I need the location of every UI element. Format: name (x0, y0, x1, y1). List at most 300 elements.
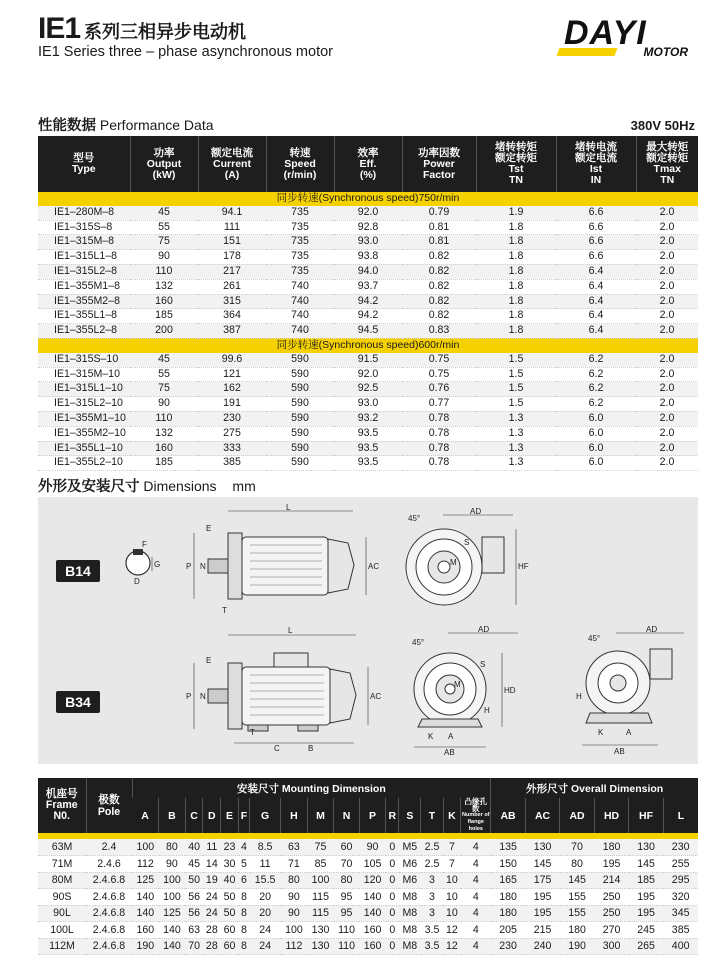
table-cell: 315 (198, 294, 266, 309)
table-cell: 105 (359, 856, 386, 873)
table-cell: 4 (461, 938, 491, 955)
logo-text: DAYI (564, 14, 647, 52)
table-cell: 160 (359, 922, 386, 939)
table-cell: 92.5 (334, 382, 402, 397)
table-cell: 90 (281, 889, 308, 906)
table-cell: 195 (525, 905, 560, 922)
table-cell: IE1–355L1–10 (38, 441, 130, 456)
b14-side-view (178, 505, 378, 617)
table-cell: 100 (159, 872, 186, 889)
table-cell: 90 (159, 856, 186, 873)
perf-col-header: 功率 Output (kW) (130, 136, 198, 192)
table-cell: 6.2 (556, 382, 636, 397)
table-cell: 2.0 (636, 206, 698, 220)
table-cell: 2.0 (636, 264, 698, 279)
dims-group-header-row (38, 778, 698, 798)
table-cell: 8 (238, 905, 249, 922)
table-cell: 94.2 (334, 294, 402, 309)
table-row (38, 856, 698, 873)
table-cell: 2.4.6.8 (86, 889, 132, 906)
table-cell: 11 (203, 839, 221, 856)
table-cell: IE1–315M–8 (38, 235, 130, 250)
table-cell: 1.8 (476, 235, 556, 250)
table-cell: 0.82 (402, 264, 476, 279)
b34-badge: B34 (56, 691, 100, 713)
table-cell: IE1–355L2–8 (38, 324, 130, 339)
table-cell: 195 (629, 905, 664, 922)
perf-col-header: 转速 Speed (r/min) (266, 136, 334, 192)
table-cell: 60 (221, 922, 239, 939)
table-row (38, 235, 698, 250)
mounting-col-header: N (334, 798, 359, 833)
table-cell: M8 (399, 922, 421, 939)
mounting-col-header: P (359, 798, 386, 833)
table-cell: 2.0 (636, 294, 698, 309)
dayi-logo (558, 12, 698, 62)
table-cell: 70 (560, 839, 595, 856)
table-cell: 400 (663, 938, 698, 955)
table-row (38, 220, 698, 235)
mounting-col-header: E (221, 798, 239, 833)
table-cell: 364 (198, 309, 266, 324)
table-cell: 1.3 (476, 456, 556, 471)
table-cell: 0.82 (402, 250, 476, 265)
table-cell: 50 (221, 889, 239, 906)
table-cell: 110 (334, 938, 359, 955)
table-cell: 63 (185, 922, 203, 939)
table-cell: 130 (525, 839, 560, 856)
table-cell: 2.0 (636, 456, 698, 471)
table-cell: 3 (421, 872, 443, 889)
b14-label-n: N (200, 562, 206, 571)
table-cell: 30 (221, 856, 239, 873)
table-cell: 740 (266, 294, 334, 309)
b34-label-ac: AC (370, 692, 382, 701)
table-cell: 55 (130, 367, 198, 382)
table-cell: 2.0 (636, 279, 698, 294)
table-cell: 90 (130, 250, 198, 265)
table-cell: 2.4.6.8 (86, 872, 132, 889)
table-row (38, 426, 698, 441)
table-cell: 8.5 (250, 839, 281, 856)
table-cell: 63 (281, 839, 308, 856)
table-cell: 250 (594, 889, 629, 906)
table-cell: 94.0 (334, 264, 402, 279)
table-cell: 1.8 (476, 309, 556, 324)
table-cell: 91.5 (334, 353, 402, 367)
b14-label-e: E (206, 524, 212, 533)
table-cell: 24 (203, 905, 221, 922)
table-cell: 20 (250, 905, 281, 922)
speed-group-label: 同步转速(Synchronous speed)750r/min (38, 192, 698, 206)
mounting-col-header: S (399, 798, 421, 833)
table-cell: 345 (663, 905, 698, 922)
table-cell: 195 (594, 856, 629, 873)
mounting-col-header: B (159, 798, 186, 833)
table-cell: 80 (560, 856, 595, 873)
table-cell: 92.0 (334, 367, 402, 382)
b14-label-p: P (186, 562, 192, 571)
table-cell: 100 (159, 889, 186, 906)
table-cell: 110 (130, 411, 198, 426)
table-cell: 140 (159, 938, 186, 955)
mounting-col-header: R (386, 798, 399, 833)
table-cell: 151 (198, 235, 266, 250)
table-cell: 205 (491, 922, 526, 939)
table-cell: IE1–315S–8 (38, 220, 130, 235)
dimensions-title-en: Dimensions (143, 478, 217, 494)
table-cell: 6.4 (556, 264, 636, 279)
table-cell: 93.5 (334, 456, 402, 471)
table-cell: IE1–280M–8 (38, 206, 130, 220)
table-cell: 4 (238, 839, 249, 856)
table-cell: 4 (461, 839, 491, 856)
table-cell: 95 (334, 905, 359, 922)
table-row (38, 938, 698, 955)
table-cell: 130 (629, 839, 664, 856)
table-cell: 6.2 (556, 353, 636, 367)
table-cell: 0.82 (402, 279, 476, 294)
table-cell: 295 (663, 872, 698, 889)
table-cell: 2.0 (636, 441, 698, 456)
table-cell: 132 (130, 279, 198, 294)
table-cell: 230 (663, 839, 698, 856)
table-cell: 12 (443, 938, 461, 955)
perf-col-header: 型号 Type (38, 136, 130, 192)
table-cell: 6 (238, 872, 249, 889)
alt-label-ab: AB (614, 747, 625, 756)
table-cell: 1.3 (476, 426, 556, 441)
table-cell: 735 (266, 250, 334, 265)
table-cell: 185 (130, 456, 198, 471)
perf-col-header: 堵转电流 额定电流 Ist IN (556, 136, 636, 192)
mounting-dimension-header: 安装尺寸 Mounting Dimension (132, 778, 491, 798)
table-cell: 4 (461, 872, 491, 889)
table-cell: 110 (130, 264, 198, 279)
table-cell: 130 (307, 938, 334, 955)
table-cell: 0.81 (402, 220, 476, 235)
table-cell: 1.9 (476, 206, 556, 220)
table-cell: 93.0 (334, 397, 402, 412)
table-cell: 3.5 (421, 938, 443, 955)
table-cell: 230 (198, 411, 266, 426)
table-cell: 7 (443, 839, 461, 856)
table-cell: 80 (159, 839, 186, 856)
table-cell: 0 (386, 872, 399, 889)
b34-label-t: T (250, 728, 255, 737)
overall-dimension-header: 外形尺寸 Overall Dimension (491, 778, 698, 798)
table-cell: 6.2 (556, 367, 636, 382)
table-cell: 45 (130, 206, 198, 220)
table-cell: 1.8 (476, 279, 556, 294)
table-cell: 6.6 (556, 220, 636, 235)
table-cell: 735 (266, 264, 334, 279)
table-cell: 93.0 (334, 235, 402, 250)
table-cell: 3.5 (421, 922, 443, 939)
overall-col-header: AD (560, 798, 595, 833)
table-cell: M6 (399, 872, 421, 889)
dimensions-table (38, 778, 698, 955)
b34-end-view-alt (568, 627, 694, 757)
table-cell: 2.4 (86, 839, 132, 856)
table-cell: 2.0 (636, 324, 698, 339)
b34-label-ad: AD (478, 625, 490, 634)
alt-label-a: A (626, 728, 632, 737)
table-cell: 60 (221, 938, 239, 955)
table-cell: 3 (421, 905, 443, 922)
table-cell: 0 (386, 839, 399, 856)
table-cell: 12 (443, 922, 461, 939)
table-cell: 85 (307, 856, 334, 873)
table-cell: 1.5 (476, 382, 556, 397)
table-cell: 99.6 (198, 353, 266, 367)
dimensions-unit: mm (232, 478, 256, 494)
b14-label-angle: 45° (408, 514, 421, 523)
overall-col-header: AB (491, 798, 526, 833)
table-cell: 195 (525, 889, 560, 906)
table-cell: IE1–315L2–8 (38, 264, 130, 279)
overall-col-header: HF (629, 798, 664, 833)
table-cell: 2.0 (636, 309, 698, 324)
table-cell: 94.5 (334, 324, 402, 339)
b34-label-hd: HD (504, 686, 516, 695)
table-cell: 735 (266, 220, 334, 235)
b14-label-hf: HF (518, 562, 529, 571)
table-cell: 28 (203, 938, 221, 955)
table-cell: 94.2 (334, 309, 402, 324)
table-cell: 2.0 (636, 411, 698, 426)
table-cell: 90 (130, 397, 198, 412)
table-cell: 245 (629, 922, 664, 939)
table-cell: 50 (221, 905, 239, 922)
b14-label-ad: AD (470, 507, 482, 516)
table-cell: 19 (203, 872, 221, 889)
table-cell: 125 (132, 872, 159, 889)
table-cell: 185 (629, 872, 664, 889)
overall-col-header: HD (594, 798, 629, 833)
overall-col-header: AC (525, 798, 560, 833)
table-cell: 150 (491, 856, 526, 873)
table-cell: 71M (38, 856, 86, 873)
table-cell: IE1–355M2–8 (38, 294, 130, 309)
speed-group-row (38, 338, 698, 352)
table-cell: 70 (334, 856, 359, 873)
table-cell: 93.2 (334, 411, 402, 426)
table-cell: 0 (386, 905, 399, 922)
perf-col-header: 额定电流 Current (A) (198, 136, 266, 192)
table-row (38, 206, 698, 220)
table-cell: 1.5 (476, 397, 556, 412)
table-cell: 2.5 (421, 856, 443, 873)
table-cell: 10 (443, 905, 461, 922)
table-cell: 80M (38, 872, 86, 889)
table-cell: 1.8 (476, 324, 556, 339)
table-cell: 115 (307, 889, 334, 906)
performance-header-row (38, 136, 698, 192)
table-cell: 250 (594, 905, 629, 922)
table-cell: 0.78 (402, 456, 476, 471)
alt-label-h: H (576, 692, 582, 701)
table-row (38, 309, 698, 324)
dim-label-f: F (142, 540, 147, 549)
table-cell: 135 (491, 839, 526, 856)
table-cell: 195 (629, 889, 664, 906)
table-row (38, 324, 698, 339)
table-cell: 2.0 (636, 382, 698, 397)
table-row (38, 905, 698, 922)
b34-end-view (398, 627, 528, 757)
table-cell: 0.81 (402, 235, 476, 250)
table-cell: 24 (250, 922, 281, 939)
table-cell: 2.5 (421, 839, 443, 856)
table-cell: 6.4 (556, 309, 636, 324)
table-cell: 93.7 (334, 279, 402, 294)
table-cell: 160 (130, 441, 198, 456)
table-cell: 3 (421, 889, 443, 906)
table-cell: 50 (185, 872, 203, 889)
table-cell: 735 (266, 206, 334, 220)
perf-col-header: 最大转矩 额定转矩 Tmax TN (636, 136, 698, 192)
table-cell: 24 (250, 938, 281, 955)
alt-label-angle: 45° (588, 634, 601, 643)
table-cell: 0 (386, 856, 399, 873)
table-cell: 190 (560, 938, 595, 955)
table-cell: 1.3 (476, 411, 556, 426)
table-cell: 63M (38, 839, 86, 856)
pole-header: 极数 Pole (86, 778, 132, 833)
performance-table (38, 136, 698, 471)
table-cell: 333 (198, 441, 266, 456)
table-cell: 0.83 (402, 324, 476, 339)
table-cell: 4 (461, 922, 491, 939)
table-row (38, 294, 698, 309)
table-cell: IE1–315S–10 (38, 353, 130, 367)
dimension-drawings-panel (38, 497, 698, 764)
b34-label-p: P (186, 692, 192, 701)
table-cell: 92.0 (334, 206, 402, 220)
performance-title-en: Performance Data (99, 117, 214, 133)
table-cell: M8 (399, 938, 421, 955)
table-cell: 740 (266, 309, 334, 324)
table-cell: 200 (130, 324, 198, 339)
table-cell: IE1–355M1–8 (38, 279, 130, 294)
table-cell: 40 (185, 839, 203, 856)
table-cell: 0.79 (402, 206, 476, 220)
dim-label-d: D (134, 577, 140, 586)
mounting-col-header: G (250, 798, 281, 833)
table-cell: 0 (386, 889, 399, 906)
table-cell: 160 (132, 922, 159, 939)
table-cell: 90L (38, 905, 86, 922)
dim-label-g: G (154, 560, 161, 569)
voltage-label: 380V 50Hz (630, 118, 695, 133)
table-cell: 90 (281, 905, 308, 922)
mounting-col-header: K (443, 798, 461, 833)
page-header (38, 12, 698, 62)
table-cell: 80 (334, 872, 359, 889)
table-cell: 23 (221, 839, 239, 856)
table-cell: 385 (198, 456, 266, 471)
table-cell: 178 (198, 250, 266, 265)
shaft-key-detail (122, 537, 166, 585)
table-cell: 8 (238, 889, 249, 906)
mounting-col-header: A (132, 798, 159, 833)
table-cell: 112 (281, 938, 308, 955)
table-cell: IE1–355L2–10 (38, 456, 130, 471)
table-cell: IE1–355M2–10 (38, 426, 130, 441)
table-cell: 320 (663, 889, 698, 906)
table-cell: 0.75 (402, 367, 476, 382)
table-cell: 1.3 (476, 441, 556, 456)
table-cell: 590 (266, 456, 334, 471)
table-row (38, 367, 698, 382)
table-cell: 90 (359, 839, 386, 856)
table-cell: 93.5 (334, 441, 402, 456)
table-cell: 1.8 (476, 220, 556, 235)
b34-label-ab: AB (444, 748, 455, 757)
mounting-col-header: M (307, 798, 334, 833)
perf-col-header: 功率因数 Power Factor (402, 136, 476, 192)
b14-badge: B14 (56, 560, 100, 582)
title-english: IE1 Series three – phase asynchronous motor (38, 44, 333, 60)
table-cell: 0.75 (402, 353, 476, 367)
b14-label-m: M (450, 558, 457, 567)
table-cell: 240 (525, 938, 560, 955)
table-cell: 100 (132, 839, 159, 856)
table-cell: 75 (130, 235, 198, 250)
table-cell: 162 (198, 382, 266, 397)
table-cell: 0 (386, 938, 399, 955)
model-name: IE1 (38, 12, 81, 45)
table-cell: 2.4.6.8 (86, 938, 132, 955)
table-cell: IE1–355L1–8 (38, 309, 130, 324)
table-cell: 740 (266, 279, 334, 294)
table-cell: 0.82 (402, 294, 476, 309)
table-cell: 275 (198, 426, 266, 441)
table-cell: 0.76 (402, 382, 476, 397)
table-cell: 2.4.6.8 (86, 922, 132, 939)
table-cell: 1.5 (476, 353, 556, 367)
table-cell: 180 (560, 922, 595, 939)
table-cell: 145 (560, 872, 595, 889)
table-cell: 100 (307, 872, 334, 889)
table-cell: 80 (281, 872, 308, 889)
table-cell: 2.0 (636, 367, 698, 382)
table-cell: 4 (461, 905, 491, 922)
table-row (38, 872, 698, 889)
table-cell: 2.0 (636, 250, 698, 265)
table-cell: 130 (307, 922, 334, 939)
table-row (38, 264, 698, 279)
table-cell: 5 (238, 856, 249, 873)
b14-label-ac: AC (368, 562, 380, 571)
table-cell: 145 (629, 856, 664, 873)
table-cell: 155 (560, 889, 595, 906)
mounting-col-header: T (421, 798, 443, 833)
table-cell: 70 (185, 938, 203, 955)
table-cell: IE1–315L2–10 (38, 397, 130, 412)
table-cell: 2.0 (636, 220, 698, 235)
table-cell: 132 (130, 426, 198, 441)
table-cell: 125 (159, 905, 186, 922)
table-cell: 71 (281, 856, 308, 873)
dims-column-header-row (38, 798, 698, 833)
b14-label-l: L (286, 503, 291, 512)
table-row (38, 382, 698, 397)
table-cell: 90S (38, 889, 86, 906)
b34-label-h: H (484, 706, 490, 715)
table-cell: 6.0 (556, 456, 636, 471)
